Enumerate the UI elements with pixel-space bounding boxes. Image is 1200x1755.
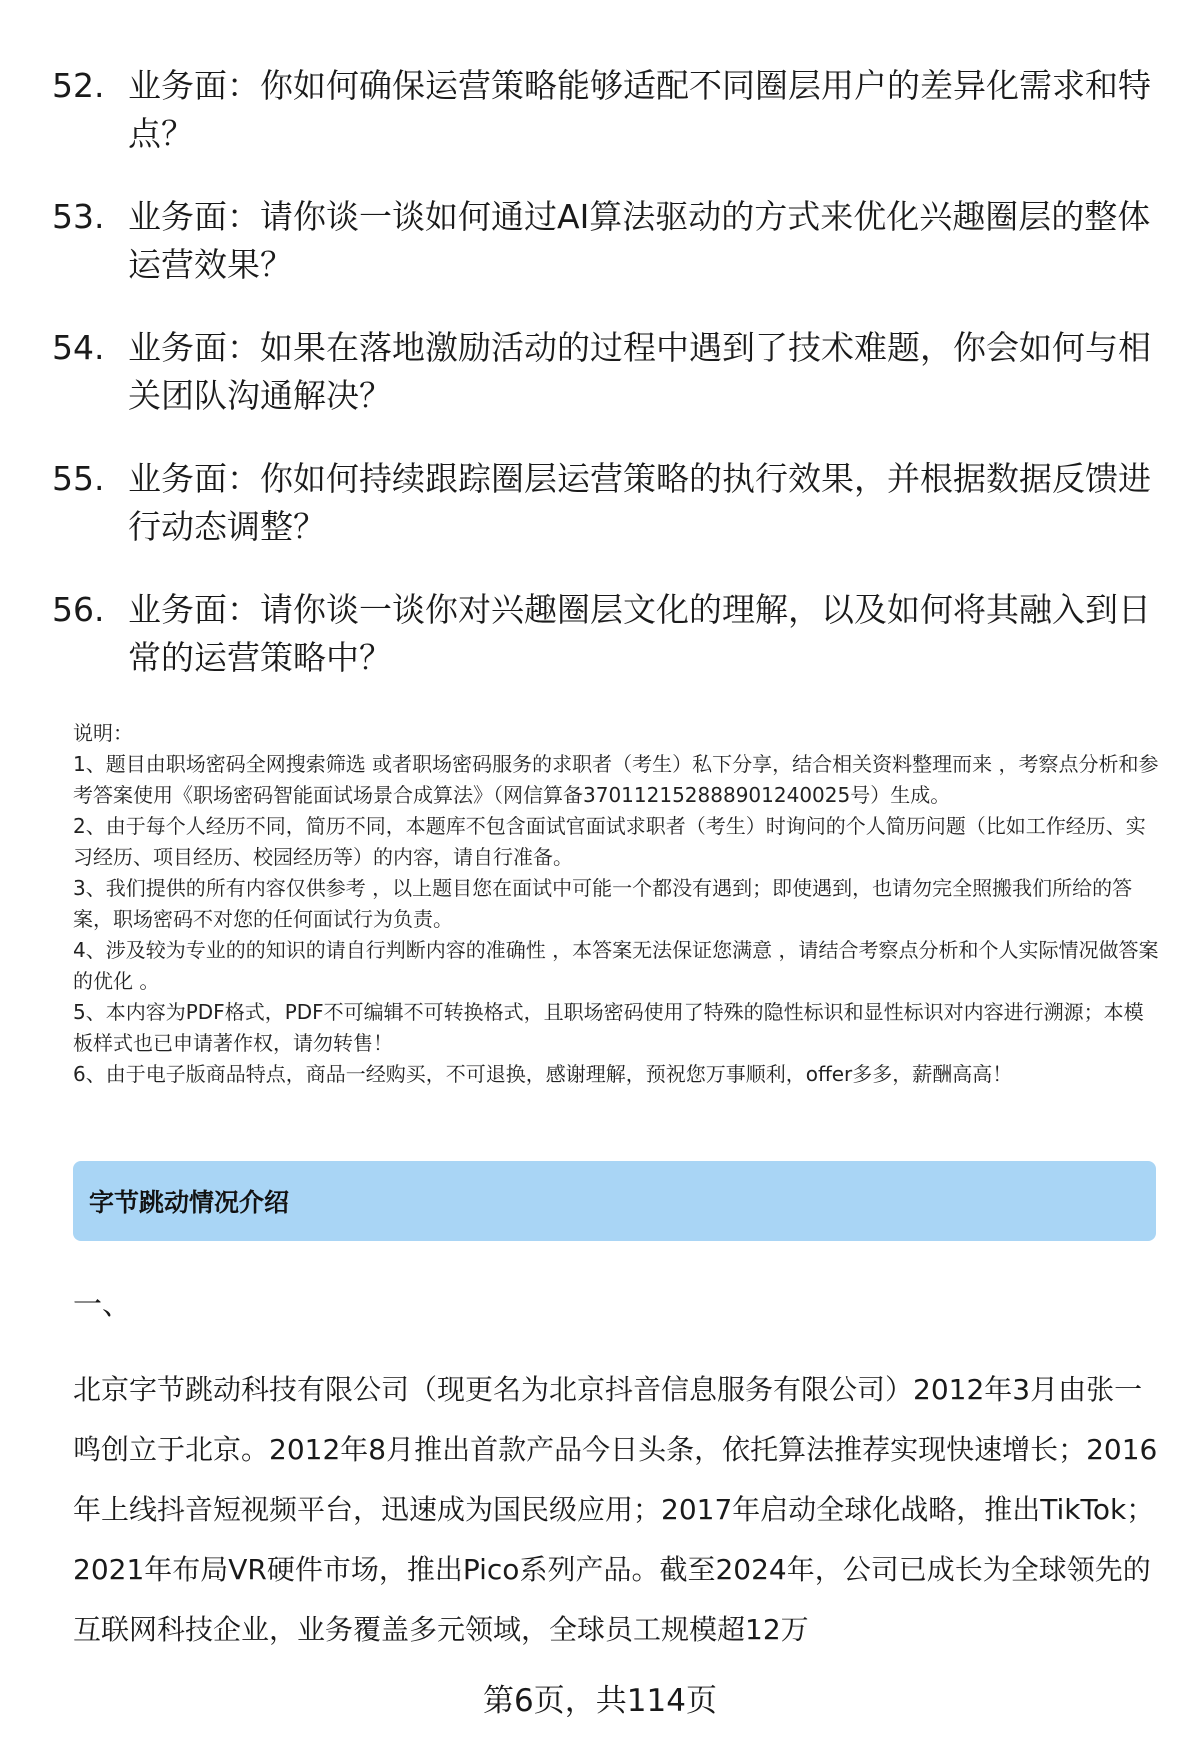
question-number: 56. (52, 590, 105, 629)
section-banner-title: 字节跳动情况介绍 (89, 1188, 290, 1217)
question-number: 52. (52, 66, 105, 105)
section-banner (73, 1161, 1156, 1241)
section-subheading: 一、 (73, 1287, 132, 1321)
notes-section (73, 718, 1163, 1090)
question-text: 业务面：请你谈一谈你对兴趣圈层文化的理解，以及如何将其融入到日常的运营策略中？ (128, 590, 1151, 677)
question-number: 54. (52, 328, 105, 367)
question-text: 业务面：请你谈一谈如何通过AI算法驱动的方式来优化兴趣圈层的整体运营效果？ (128, 197, 1151, 284)
note-item: 1、题目由职场密码全网搜索筛选 或者职场密码服务的求职者（考生）私下分享，结合相关资料整理而来 ，考察点分析和参考答案使用《职场密码智能面试场景合成算法》（网信算备370112152888901240025号）生成。 (73, 752, 1159, 807)
note-item: 6、由于电子版商品特点，商品一经购买，不可退换，感谢理解，预祝您万事顺利，offer多多，薪酬高高！ (73, 1062, 1013, 1086)
question-number: 55. (52, 459, 105, 498)
company-intro-paragraph: 北京字节跳动科技有限公司（现更名为北京抖音信息服务有限公司）2012年3月由张一鸣创立于北京。2012年8月推出首款产品今日头条，依托算法推荐实现快速增长；2016年上线抖音短视频平台，迅速成为国民级应用；2017年启动全球化战略，推出TikTok；2021年布局VR硬件市场，推出Pico系列产品。截至2024年，公司已成长为全球领先的互联网科技企业，业务覆盖多元领域，全球员工规模超12万 (73, 1373, 1158, 1646)
note-item: 4、涉及较为专业的的知识的请自行判断内容的准确性 ，本答案无法保证您满意 ，请结合考察点分析和个人实际情况做答案的优化 。 (73, 938, 1159, 993)
question-text: 业务面：你如何确保运营策略能够适配不同圈层用户的差异化需求和特点？ (128, 66, 1151, 153)
question-55 (52, 455, 1152, 551)
question-54 (52, 324, 1152, 420)
note-item: 2、由于每个人经历不同，简历不同，本题库不包含面试官面试求职者（考生）时询问的个人简历问题（比如工作经历、实习经历、项目经历、校园经历等）的内容，请自行准备。 (73, 814, 1146, 869)
note-item: 3、我们提供的所有内容仅供参考 ，以上题目您在面试中可能一个都没有遇到；即使遇到，也请勿完全照搬我们所给的答案，职场密码不对您的任何面试行为负责。 (73, 876, 1133, 931)
question-52 (52, 62, 1152, 158)
note-item: 5、本内容为PDF格式，PDF不可编辑不可转换格式，且职场密码使用了特殊的隐性标识和显性标识对内容进行溯源；本模板样式也已申请著作权，请勿转售！ (73, 1000, 1144, 1055)
notes-title: 说明： (73, 721, 133, 745)
question-text: 业务面：如果在落地激励活动的过程中遇到了技术难题，你会如何与相关团队沟通解决？ (128, 328, 1151, 415)
question-text: 业务面：你如何持续跟踪圈层运营策略的执行效果，并根据数据反馈进行动态调整？ (128, 459, 1151, 546)
page-number: 第6页，共114页 (483, 1683, 717, 1719)
question-number: 53. (52, 197, 105, 236)
question-53 (52, 193, 1152, 289)
question-56 (52, 586, 1152, 682)
